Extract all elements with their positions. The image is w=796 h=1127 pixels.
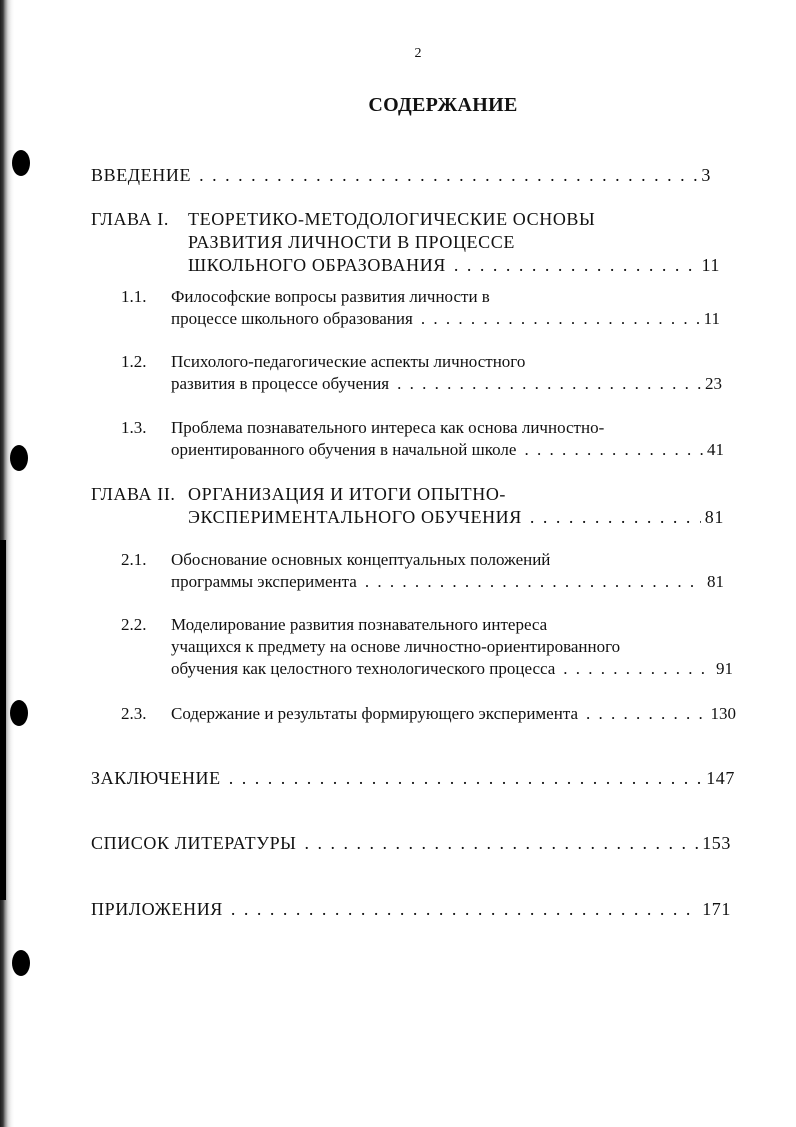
toc-page-number: 91	[716, 659, 733, 678]
chapter-2-prefix: ГЛАВА II.	[91, 484, 176, 504]
toc-entry-label: развития в процессе обучения	[171, 374, 390, 393]
toc-entry-label: процессе школьного образования	[171, 309, 413, 328]
toc-entry-bibliography[interactable]	[91, 834, 731, 852]
toc-entry-section-1-2[interactable]	[171, 375, 722, 392]
toc-page-number: 11	[701, 255, 720, 275]
toc-page-number: 153	[702, 833, 731, 853]
toc-leader-dots	[563, 660, 712, 677]
toc-entry-label: ПРИЛОЖЕНИЯ	[91, 899, 223, 919]
toc-leader-dots	[365, 573, 703, 590]
section-title-line: Философские вопросы развития личности в	[171, 287, 490, 306]
toc-entry-label: ЗАКЛЮЧЕНИЕ	[91, 768, 221, 788]
toc-leader-dots	[586, 705, 707, 722]
punch-hole	[12, 950, 30, 976]
toc-entry-label: ШКОЛЬНОГО ОБРАЗОВАНИЯ	[188, 255, 446, 275]
toc-title: СОДЕРЖАНИЕ	[368, 94, 518, 116]
toc-page-number: 81	[707, 572, 724, 591]
toc-page-number: 23	[705, 374, 722, 393]
binding-edge-shadow	[0, 540, 6, 900]
toc-entry-section-2-1[interactable]	[171, 573, 724, 590]
toc-entry-label: ВВЕДЕНИЕ	[91, 165, 192, 185]
toc-leader-dots	[397, 375, 701, 392]
toc-entry-introduction[interactable]	[91, 166, 711, 184]
section-number: 2.2.	[121, 615, 147, 634]
section-title-line: учащихся к предмету на основе личностно-ориентированного	[171, 637, 621, 656]
toc-entry-section-2-3[interactable]	[171, 705, 736, 722]
toc-entry-appendices[interactable]	[91, 900, 731, 918]
section-title-line: Проблема познавательного интереса как основа личностно-	[171, 418, 605, 437]
toc-entry-label: обучения как целостного технологического процесса	[171, 659, 556, 678]
toc-entry-section-1-1[interactable]	[171, 310, 720, 327]
chapter-1-prefix: ГЛАВА I.	[91, 209, 169, 229]
section-number: 2.1.	[121, 550, 147, 569]
section-title-line: Моделирование развития познавательного интереса	[171, 615, 548, 634]
toc-entry-label: ЭКСПЕРИМЕНТАЛЬНОГО ОБУЧЕНИЯ	[188, 507, 522, 527]
toc-leader-dots	[304, 834, 698, 852]
punch-hole	[10, 445, 28, 471]
toc-entry-section-2-2[interactable]	[171, 660, 733, 677]
toc-entry-label: СПИСОК ЛИТЕРАТУРЫ	[91, 833, 297, 853]
toc-leader-dots	[229, 769, 702, 787]
punch-hole	[10, 700, 28, 726]
section-title-line: Психолого-педагогические аспекты личностного	[171, 352, 526, 371]
toc-page-number: 81	[704, 507, 724, 527]
toc-page-number: 41	[707, 440, 724, 459]
toc-page-number: 130	[710, 704, 736, 723]
toc-page-number: 3	[701, 165, 711, 185]
toc-leader-dots	[454, 256, 698, 274]
toc-entry-label: ориентированного обучения в начальной школе	[171, 440, 517, 459]
toc-entry-label: программы эксперимента	[171, 572, 357, 591]
toc-entry-chapter-1[interactable]	[188, 256, 720, 274]
section-title-line: Обоснование основных концептуальных положений	[171, 550, 551, 569]
toc-leader-dots	[524, 441, 703, 458]
toc-page-number: 171	[702, 899, 731, 919]
toc-leader-dots	[530, 508, 701, 526]
toc-leader-dots	[199, 166, 697, 184]
chapter-1-title-line: ТЕОРЕТИКО-МЕТОДОЛОГИЧЕСКИЕ ОСНОВЫ	[188, 209, 596, 229]
chapter-2-title-line: ОРГАНИЗАЦИЯ И ИТОГИ ОПЫТНО-	[188, 484, 507, 504]
section-number: 1.1.	[121, 287, 147, 306]
toc-entry-section-1-3[interactable]	[171, 441, 724, 458]
chapter-1-title-line: РАЗВИТИЯ ЛИЧНОСТИ В ПРОЦЕССЕ	[188, 232, 515, 252]
punch-hole	[12, 150, 30, 176]
section-number: 1.2.	[121, 352, 147, 371]
toc-leader-dots	[231, 900, 698, 918]
section-number: 2.3.	[121, 704, 147, 723]
toc-entry-label: Содержание и результаты формирующего эксперимента	[171, 704, 578, 723]
toc-entry-conclusion[interactable]	[91, 769, 735, 787]
toc-leader-dots	[421, 310, 700, 327]
page-number: 2	[414, 46, 422, 61]
toc-entry-chapter-2[interactable]	[188, 508, 724, 526]
section-number: 1.3.	[121, 418, 147, 437]
toc-page-number: 147	[706, 768, 735, 788]
toc-page-number: 11	[703, 309, 720, 328]
